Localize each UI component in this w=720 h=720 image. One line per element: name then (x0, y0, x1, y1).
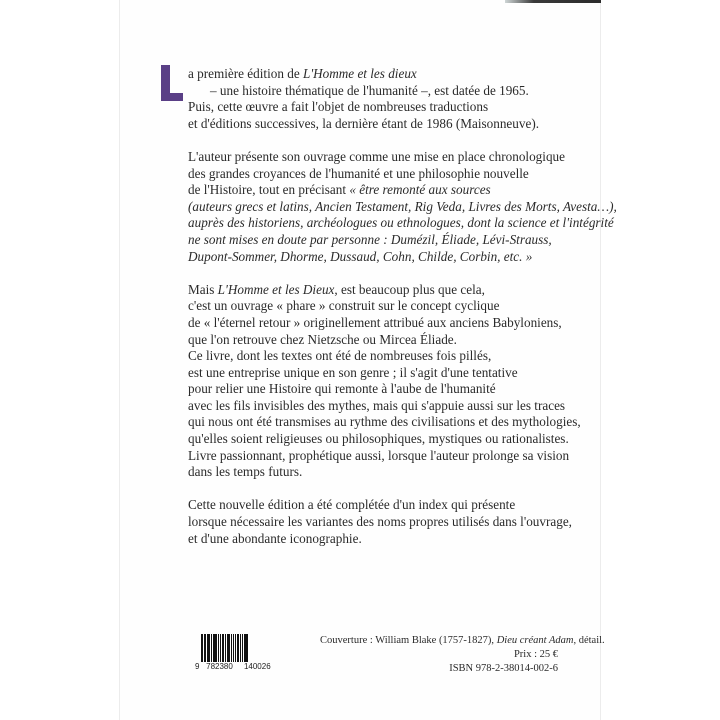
page-top-edge (505, 0, 601, 3)
cover-credit: Couverture : William Blake (1757-1827), Dieu créant Adam, détail. (320, 635, 605, 646)
text-line: Dupont-Sommer, Dhorme, Dussaud, Cohn, Childe, Corbin, etc. » (188, 248, 533, 264)
paragraph (188, 148, 617, 265)
isbn-barcode (195, 634, 275, 672)
paragraph (188, 282, 608, 481)
text-line: Mais L'Homme et les Dieux, est beaucoup plus que cela, (188, 281, 485, 297)
paragraph (188, 497, 608, 547)
text-line: Livre passionnant, prophétique aussi, lorsque l'auteur prolonge sa vision (188, 447, 570, 463)
text-line: Puis, cette œuvre a fait l'objet de nombreuses traductions (188, 99, 489, 115)
text-line: L'auteur présente son ouvrage comme une mise en place chronologique (188, 148, 565, 164)
text-line: – une histoire thématique de l'humanité –, est datée de 1965. (210, 82, 529, 98)
text-line: lorsque nécessaire les variantes des noms propres utilisés dans l'ouvrage, (188, 514, 572, 530)
barcode-digits: 9 782380 140026 (195, 662, 271, 671)
text-line: des grandes croyances de l'humanité et une philosophie nouvelle (188, 165, 529, 181)
price: Prix : 25 € (513, 649, 558, 660)
text-line: de l'Histoire, tout en précisant « être remonté aux sources (188, 182, 491, 198)
text-line: que l'on retrouve chez Nietzsche ou Mircea Éliade. (188, 331, 457, 347)
text-line: est une entreprise unique en son genre ; il s'agit d'une tentative (188, 364, 518, 380)
text-line: et d'une abondante iconographie. (188, 530, 362, 546)
text-line: Ce livre, dont les textes ont été de nombreuses fois pillés, (188, 348, 492, 364)
text-line: Cette nouvelle édition a été complétée d'un index qui présente (188, 497, 516, 513)
isbn: ISBN 978-2-38014-002-6 (449, 663, 558, 674)
text-line: c'est un ouvrage « phare » construit sur le concept cyclique (188, 298, 500, 314)
text-line: ne sont mises en doute par personne : Dumézil, Éliade, Lévi-Strauss, (188, 231, 552, 247)
colophon (320, 634, 605, 676)
text-line: qui nous ont été transmises au rythme des civilisations et des mythologies, (188, 414, 581, 430)
text-line: auprès des historiens, archéologues ou ethnologues, dont la science et l'intégrité (188, 215, 614, 231)
text-line: et d'éditions successives, la dernière étant de 1986 (Maisonneuve). (188, 115, 540, 131)
text-line: a première édition de L'Homme et les dieux (188, 66, 417, 81)
text-line: de « l'éternel retour » originellement attribué aux anciens Babyloniens, (188, 314, 562, 330)
text-line: pour relier une Histoire qui remonte à l'aube de l'humanité (188, 381, 496, 397)
text-line: dans les temps futurs. (188, 464, 303, 480)
text-line: avec les fils invisibles des mythes, mais qui s'appuie aussi sur les traces (188, 397, 566, 413)
paragraph (188, 66, 608, 132)
text-line: qu'elles soient religieuses ou philosophiques, mystiques ou rationalistes. (188, 431, 569, 447)
text-line: (auteurs grecs et latins, Ancien Testament, Rig Veda, Livres des Morts, Avesta…), (188, 198, 617, 214)
barcode-bars (201, 634, 273, 662)
blurb-text (188, 66, 617, 564)
drop-cap-l (161, 65, 183, 101)
